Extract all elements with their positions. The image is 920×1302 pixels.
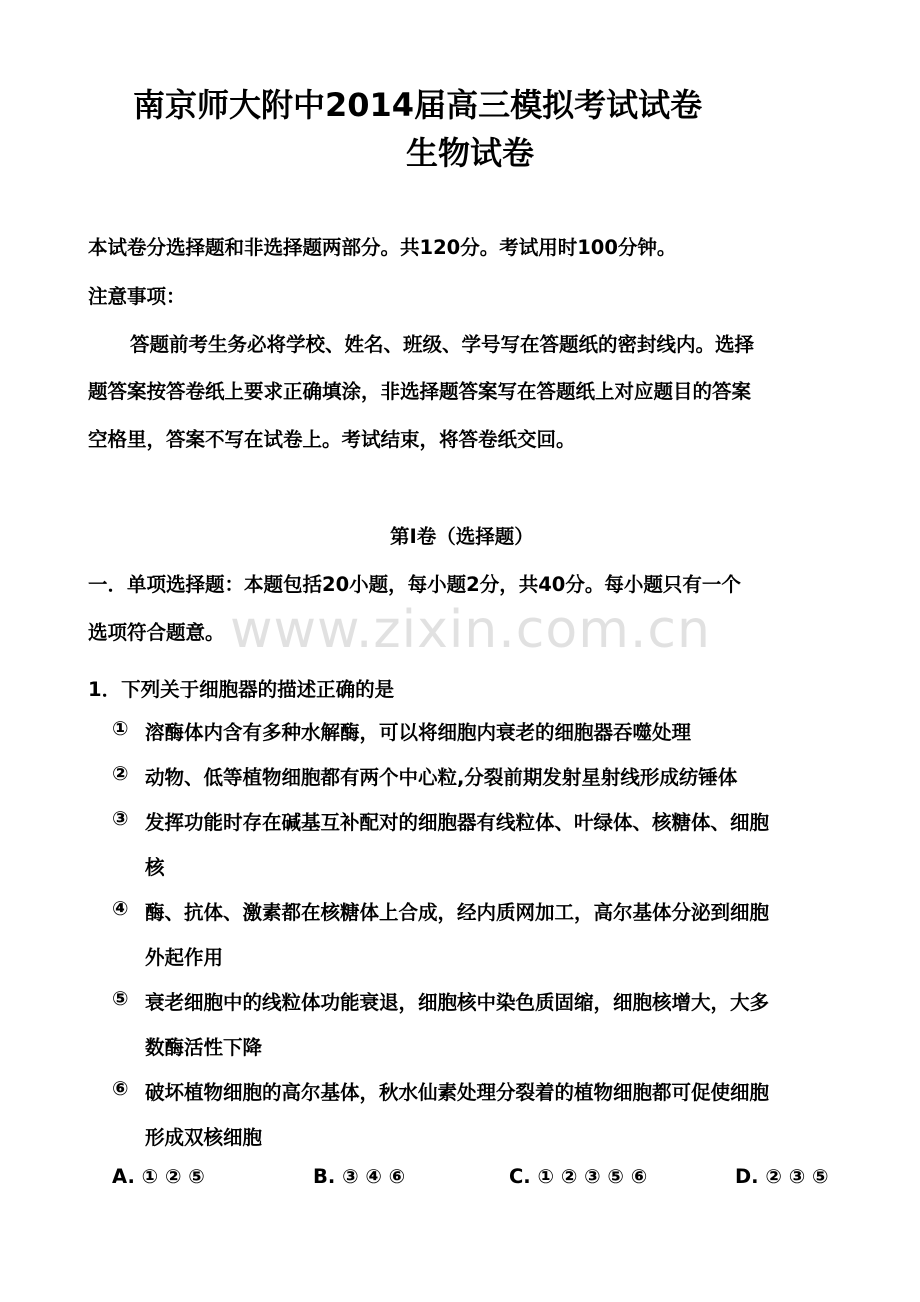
statement-3-text-line-2: 核 — [145, 856, 165, 879]
statement-3-num: ③ — [112, 807, 129, 830]
section-instruction-line-1: 一．单项选择题：本题包括20小题，每小题2分，共40分。每小题只有一个 — [88, 573, 741, 596]
option-c[interactable] — [509, 1165, 647, 1188]
section-heading: 第Ⅰ卷（选择题） — [390, 525, 534, 548]
option-b[interactable] — [313, 1165, 405, 1188]
notice-line-3: 空格里，答案不写在试卷上。考试结束，将答卷纸交回。 — [88, 428, 576, 451]
statement-6-text-line-2: 形成双核细胞 — [145, 1126, 263, 1149]
notice-heading: 注意事项： — [88, 285, 186, 308]
option-c-label: C. — [509, 1165, 531, 1188]
option-a-label: A. — [112, 1165, 135, 1188]
option-d-text: ② ③ ⑤ — [765, 1165, 829, 1188]
question-1-stem: 1．下列关于细胞器的描述正确的是 — [88, 678, 395, 701]
statement-6-num: ⑥ — [112, 1077, 129, 1100]
statement-1-num: ① — [112, 717, 129, 740]
statement-2-text: 动物、低等植物细胞都有两个中心粒,分裂前期发射星射线形成纺锤体 — [145, 766, 738, 789]
option-c-text: ① ② ③ ⑤ ⑥ — [537, 1165, 648, 1188]
statement-4-num: ④ — [112, 897, 129, 920]
watermark: www.zixin.com.cn — [230, 600, 711, 660]
statement-5-text-line-2: 数酶活性下降 — [145, 1036, 263, 1059]
option-a[interactable] — [112, 1165, 205, 1188]
option-d[interactable] — [735, 1165, 829, 1188]
statement-5-num: ⑤ — [112, 987, 129, 1010]
statement-4-text-line-2: 外起作用 — [145, 946, 224, 969]
option-d-label: D. — [735, 1165, 759, 1188]
notice-line-1: 答题前考生务必将学校、姓名、班级、学号写在答题纸的密封线内。选择 — [130, 333, 755, 356]
statement-4-text-line-1: 酶、抗体、激素都在核糖体上合成，经内质网加工，高尔基体分泌到细胞 — [145, 901, 770, 924]
option-b-label: B. — [313, 1165, 336, 1188]
option-a-text: ① ② ⑤ — [141, 1165, 205, 1188]
subject-title: 生物试卷 — [406, 134, 535, 172]
option-b-text: ③ ④ ⑥ — [342, 1165, 406, 1188]
notice-line-2: 题答案按答卷纸上要求正确填涂，非选择题答案写在答题纸上对应题目的答案 — [88, 380, 752, 403]
exam-summary: 本试卷分选择题和非选择题两部分。共120分。考试用时100分钟。 — [88, 236, 677, 259]
statement-1-text: 溶酶体内含有多种水解酶，可以将细胞内衰老的细胞器吞噬处理 — [145, 721, 692, 744]
statement-5-text-line-1: 衰老细胞中的线粒体功能衰退，细胞核中染色质固缩，细胞核增大，大多 — [145, 991, 770, 1014]
statement-6-text-line-1: 破坏植物细胞的高尔基体，秋水仙素处理分裂着的植物细胞都可促使细胞 — [145, 1081, 770, 1104]
statement-2-num: ② — [112, 762, 129, 785]
exam-title: 南京师大附中2014届高三模拟考试试卷 — [133, 86, 703, 124]
section-instruction-line-2: 选项符合题意。 — [88, 621, 225, 644]
statement-3-text-line-1: 发挥功能时存在碱基互补配对的细胞器有线粒体、叶绿体、核糖体、细胞 — [145, 811, 770, 834]
